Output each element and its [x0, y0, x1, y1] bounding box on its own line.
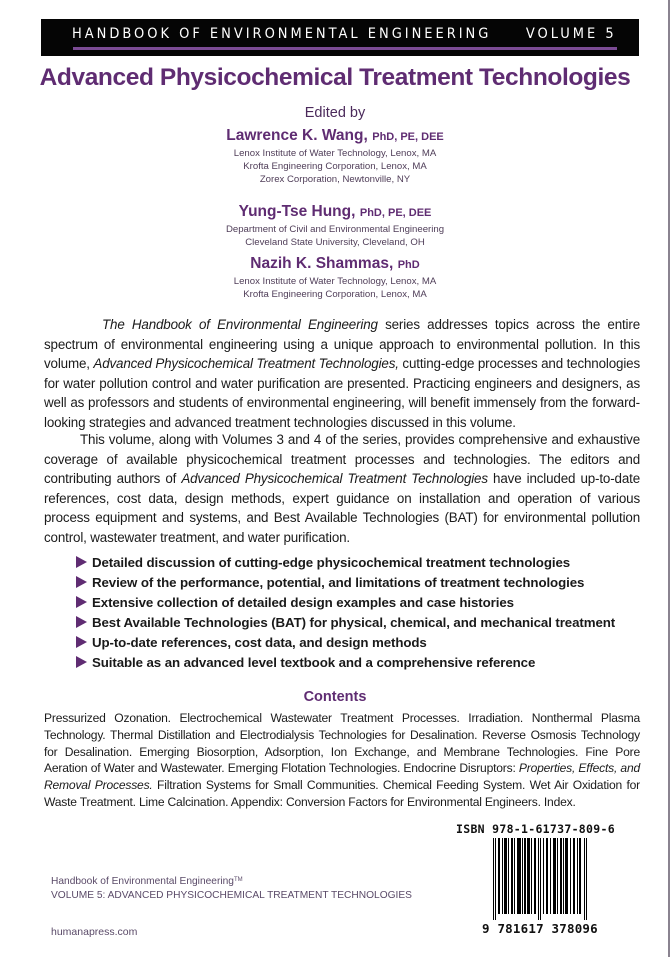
feature-bullet: Best Available Technologies (BAT) for physical, chemical, and mechanical treatment — [76, 613, 636, 633]
paragraph-text: This volume, along with Volumes 3 and 4 of the series, provides comprehensive and exhaustive coverage of available physicochemical treatment processes and technologies. The editors and contributing authors of — [44, 432, 640, 487]
editor-credentials: PhD, PE, DEE — [359, 207, 432, 219]
isbn-label: ISBN 978-1-61737-809-6 — [456, 822, 615, 836]
contents-text: Filtration Systems for Small Communities. Chemical Feeding System. Wet Air Oxidation for Waste Treatment. Lime Calcination. Appendix: Conversion Factors for Environmental Engineers. Index. — [44, 778, 640, 809]
paragraph-text: have included up-to-date references, cost data, design methods, expert guidance on installation and operation of various process equipment and systems, and Best Available Technologies (BAT) for environmental pollution control, wastewater treatment, and water purification. — [44, 471, 640, 545]
volume-title-italic: Advanced Physicochemical Treatment Technologies — [181, 471, 488, 487]
feature-bullet: Extensive collection of detailed design examples and case histories — [76, 593, 636, 613]
editor-shammas — [0, 254, 670, 301]
triangle-bullet-icon — [76, 636, 87, 648]
triangle-bullet-icon — [76, 576, 87, 588]
editor-name: Lawrence K. Wang, — [226, 127, 368, 144]
editor-affiliation: Zorex Corporation, Newtonville, NY — [259, 174, 411, 185]
barcode-number: 9 781617 378096 — [482, 921, 598, 936]
triangle-bullet-icon — [76, 596, 87, 608]
feature-bullet: Up-to-date references, cost data, and design methods — [76, 633, 636, 653]
contents-heading: Contents — [303, 689, 367, 705]
series-header-band — [41, 19, 639, 56]
series-title-italic: The Handbook of Environmental Engineering — [102, 317, 378, 332]
feature-bullet-list — [76, 553, 636, 673]
feature-bullet: Review of the performance, potential, and limitations of treatment technologies — [76, 573, 636, 593]
description-paragraph-2 — [44, 430, 640, 548]
footer-series-info — [51, 873, 412, 903]
triangle-bullet-icon — [76, 656, 87, 668]
editor-wang — [0, 126, 670, 186]
barcode-icon — [493, 838, 588, 920]
description-paragraph-1 — [44, 315, 640, 433]
footer-volume-title: VOLUME 5: ADVANCED PHYSICOCHEMICAL TREATMENT TECHNOLOGIES — [51, 890, 412, 901]
editor-name: Yung-Tse Hung, — [238, 203, 356, 220]
footer-series-name: Handbook of Environmental Engineering — [51, 876, 234, 887]
volume-label: VOLUME 5 — [526, 26, 617, 42]
editor-credentials: PhD, PE, DEE — [372, 131, 444, 143]
trademark-symbol: TM — [233, 877, 243, 883]
edited-by-label: Edited by — [304, 105, 366, 121]
feature-bullet: Suitable as an advanced level textbook and a comprehensive reference — [76, 653, 636, 673]
contents-list — [44, 710, 640, 811]
contents-text: Pressurized Ozonation. Electrochemical Wastewater Treatment Processes. Irradiation. Nonthermal Plasma Technology. Thermal Distillation and Electrodialysis Technologies for Desalination. Reverse Osmosis Technology for Desalination. Emerging Biosorption, Adsorption, Ion Exchange, and Membrane Technologies. Fine Pore Aeration of Water and Wastewater. Emerging Flotation Technologies. Endocrine Disruptors: — [44, 711, 640, 776]
contents-italic-subtitle: Properties, Effects, and Removal Processes. — [44, 761, 641, 793]
editor-affiliation: Krofta Engineering Corporation, Lenox, MA — [243, 161, 427, 172]
editor-affiliation: Cleveland State University, Cleveland, OH — [245, 237, 425, 248]
editor-credentials: PhD — [397, 259, 420, 271]
triangle-bullet-icon — [76, 556, 87, 568]
book-title: Advanced Physicochemical Treatment Technologies — [39, 64, 631, 91]
series-name: HANDBOOK OF ENVIRONMENTAL ENGINEERING — [72, 26, 492, 42]
editor-affiliation: Lenox Institute of Water Technology, Lenox, MA — [233, 276, 437, 287]
publisher-website[interactable]: humanapress.com — [51, 926, 138, 938]
paragraph-text: series addresses topics across the entire spectrum of environmental engineering using a unique approach to environmental pollution. In this volume, — [44, 317, 640, 372]
header-rule — [73, 47, 617, 50]
feature-bullet: Detailed discussion of cutting-edge physicochemical treatment technologies — [76, 553, 636, 573]
editor-affiliation: Department of Civil and Environmental Engineering — [225, 224, 445, 235]
editor-affiliation: Lenox Institute of Water Technology, Lenox, MA — [233, 148, 437, 159]
volume-title-italic: Advanced Physicochemical Treatment Technologies, — [93, 356, 399, 372]
triangle-bullet-icon — [76, 616, 87, 628]
editor-name: Nazih K. Shammas, — [250, 255, 394, 272]
editor-affiliation: Krofta Engineering Corporation, Lenox, MA — [243, 289, 427, 300]
paragraph-text: cutting-edge processes and technologies for water pollution control and water purification are presented. Practicing engineers and designers, as well as professors and students of environmental engineering, will benefit immensely from the forward-looking strategies and advanced treatment technologies discussed in this volume. — [44, 356, 640, 430]
editor-hung — [0, 202, 670, 249]
